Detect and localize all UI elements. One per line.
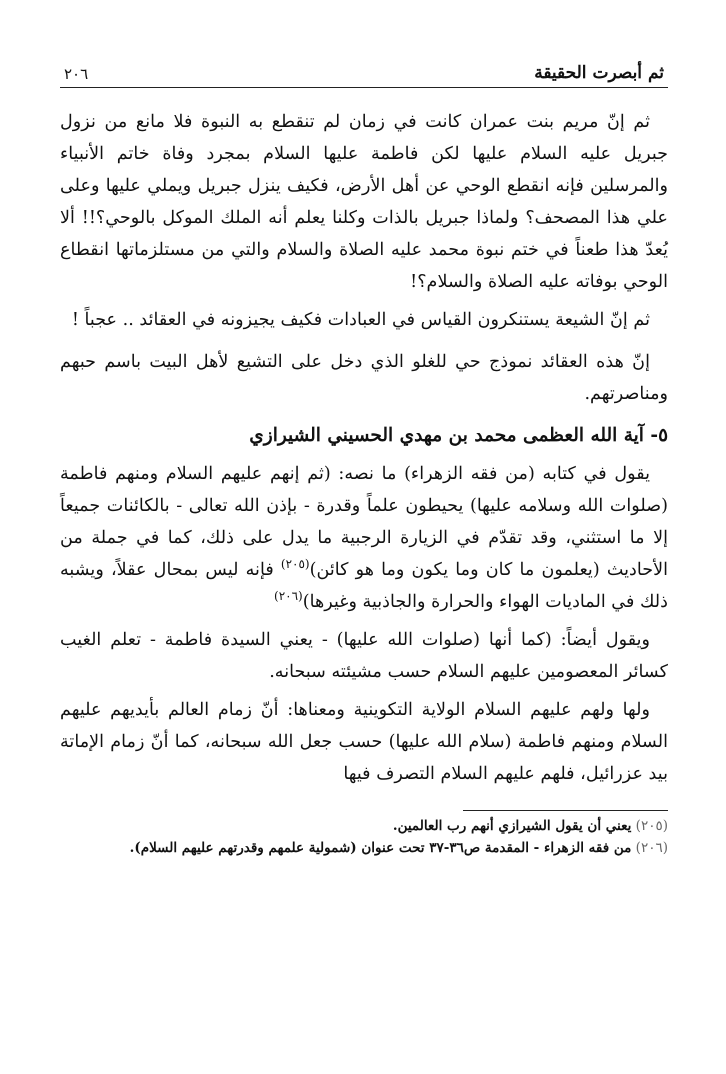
paragraph-4-text-b: فإنه ليس بمحال عقلاً، ويشبه ذلك في الماديات الهواء والحرارة والجاذبية وغيرها)	[60, 560, 668, 612]
paragraph-5: ويقول أيضاً: (كما أنها (صلوات الله عليها) - يعني السيدة فاطمة - تعلم الغيب كسائر المعصومين عليهم السلام حسب مشيئته سبحانه.	[60, 630, 668, 682]
footnote-ref-206: (٢٠٦)	[274, 589, 303, 604]
header-title: ثم أبصرت الحقيقة	[534, 63, 664, 83]
paragraph-2: ثم إنّ الشيعة يستنكرون القياس في العبادات فكيف يجيزونه في العقائد .. عجباً !	[71, 310, 650, 330]
footnote-206	[60, 837, 668, 859]
section-heading: ٥- آية الله العظمى محمد بن مهدي الحسيني الشيرازي	[249, 425, 668, 446]
footnotes	[60, 815, 668, 859]
footnote-205	[60, 815, 668, 837]
paragraph-4	[60, 458, 668, 618]
footnote-number: (٢٠٦)	[635, 840, 668, 856]
footnote-separator	[463, 810, 668, 811]
paragraph-3: إنّ هذه العقائد نموذج حي للغلو الذي دخل على التشيع لأهل البيت باسم حبهم ومناصرتهم.	[60, 352, 668, 404]
footnote-number: (٢٠٥)	[635, 818, 668, 834]
paragraph-1: ثم إنّ مريم بنت عمران كانت في زمان لم تنقطع به النبوة فلا مانع من نزول جبريل عليه السلام عليها لكن فاطمة عليها السلام بمجرد وفاة خاتم الأنبياء والمرسلين فإنه انقطع الوحي عن أهل الأرض، فكيف ينزل جبريل ويملي عليها وعلى علي هذا المصحف؟ ولماذا جبريل بالذات وكلنا يعلم أنه الملك الموكل بالوحي؟!! ألا يُعدّ هذا طعناً في ختم نبوة محمد عليه الصلاة والسلام والتي من مستلزماتها انقطاع الوحي بوفاته عليه الصلاة والسلام؟!	[60, 112, 668, 292]
page-body	[60, 106, 668, 790]
footnote-ref-205: (٢٠٥)	[280, 557, 310, 572]
footnote-text: من فقه الزهراء - المقدمة ص٣٦-٣٧ تحت عنوان (شمولية علمهم وقدرتهم عليهم السلام).	[129, 840, 632, 856]
footnote-text: يعني أن يقول الشيرازي أنهم رب العالمين.	[392, 818, 632, 834]
running-header	[60, 48, 668, 88]
paragraph-4-text-a: يقول في كتابه (من فقه الزهراء) ما نصه: (ثم إنهم عليهم السلام ومنهم فاطمة (صلوات الله وسلامه عليها) يحيطون علماً وقدرة - بإذن الله تعالى - بالكائنات جميعاً إلا ما استثني، وقد تقدّم في الزيارة الرجبية ما يدل على ذلك، كما في جملة من الأحاديث (يعلمون ما كان وما يكون وما هو كائن)	[60, 464, 669, 580]
paragraph-6: ولها ولهم عليهم السلام الولاية التكوينية ومعناها: أنّ زمام العالم بأيديهم عليهم السلام ومنهم فاطمة (سلام الله عليها) حسب جعل الله سبحانه، كما أنّ زمام الإماتة بيد عزرائيل، فلهم عليهم السلام التصرف فيها	[60, 700, 668, 784]
book-page	[60, 48, 668, 1054]
page-number: ٢٠٦	[64, 65, 89, 83]
